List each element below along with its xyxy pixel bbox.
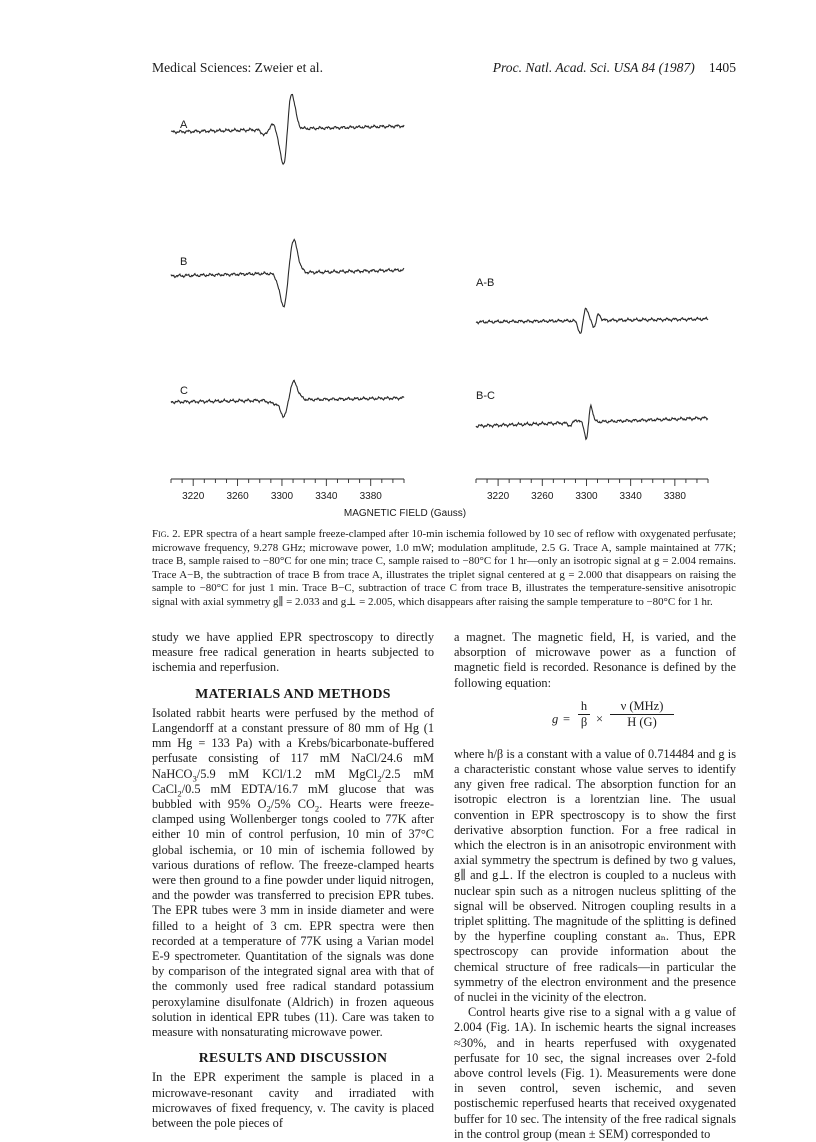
header-journal: Proc. Natl. Acad. Sci. USA 84 (1987) [492,60,695,75]
trace-label-a: A [180,119,188,131]
eq-equals: = [563,711,571,726]
right-tick-label: 3380 [663,491,686,502]
subscript-2-o: 2 [266,803,271,814]
left-tick-label: 3380 [359,491,382,502]
header-page-number: 1405 [708,60,736,75]
results-paragraph: In the EPR experiment the sample is placed in a microwave-resonant cavity and irradiated with microwaves of fixed frequency, ν. The cavity is placed between the pole pieces of [152,1070,434,1131]
trace-label-a-b: A-B [476,277,495,289]
left-column [152,630,434,1131]
caption-figure-number: Fig. 2. [152,528,181,540]
trace-c-spectrum [171,380,404,417]
header-journal-page [493,60,736,76]
trace-b-spectrum [171,240,404,307]
resonance-equation [454,695,736,743]
right-tick-label: 3220 [486,491,510,502]
trace-label-b: B [180,256,188,268]
trace-label-c: C [180,385,188,397]
g-value-paragraph: where h/β is a constant with a value of 0.714484 and g is a characteristic constant whose value serves to identify any given free radical. The absorption function for an isotropic electron is a lorentzian line. The usual convention in EPR spectroscopy is to show the first derivative absorption function. For a free radical in which the electron is in an anisotropic environment with axial symmetry the spectrum is defined by two g values, g∥ and g⊥. If the electron is coupled to a nucleus with nuclear spin such as a nitrogen nucleus splitting of the signal will be observed. Nitrogen coupling results in a triplet splitting. The magnitude of the splitting is defined by the hyperfine coupling constant aₙ. Thus, EPR spectroscopy can provide information about the chemical structure of free radicals—in particular the symmetry of the electron environment and the presence of nuclei in the vicinity of the electron. [454,746,736,1005]
left-tick-label: 3220 [182,491,205,502]
right-tick-label: 3340 [619,491,642,502]
methods-text-3: /2.5 mM CaCl [152,766,434,796]
methods-text-4: /0.5 mM EDTA/16.7 mM glucose that was bubbled with 95% O [152,781,434,812]
epr-spectra-figure [150,84,740,520]
running-header [152,60,736,80]
eq-g-symbol: g [552,711,559,726]
right-tick-label: 3300 [575,491,598,502]
x-axis-label: MAGNETIC FIELD (Gauss) [343,508,467,519]
trace-label-b-c: B-C [476,390,495,402]
header-section-authors: Medical Sciences: Zweier et al. [152,60,323,75]
intro-paragraph-end: study we have applied EPR spectroscopy to directly measure free radical generation in hearts subjected to ischemia and reperfusion. [152,630,434,675]
subscript-2-ca: 2 [177,788,182,799]
trace-a-b-spectrum [476,308,708,333]
control-hearts-paragraph: Control hearts give rise to a signal with a g value of 2.004 (Fig. 1A). In ischemic hearts the signal increases ≈30%, and in hearts reperfused with oxygenated perfusate for 10 sec, the signal increases over 2-fold above control levels (Fig. 1). Measurements were done in seven control, seven ischemic, and seven postischemic reperfused hearts that received oxygenated buffer for 10 sec. The intensity of the free radical signals in the control group (mean ± SEM) corresponded to [454,1005,736,1141]
eq-nu-over-h [610,699,674,730]
caption-text: EPR spectra of a heart sample freeze-clamped after 10-min ischemia followed by 10 sec of reflow with oxygenated perfusate; microwave frequency, 9.278 GHz; microwave power, 1.0 mW; modulation amplitude, 2.5 G. Trace A, sample maintained at 77K; trace B, sample raised to −80°C for one min; trace C, sample raised to −80°C for 1 hr—only an isotropic signal at g = 2.004 remains. Trace A−B, the subtraction of trace B from trace A, illustrates the triplet signal centered at g = 2.000 that disappears on raising the sample to −80°C for just 1 min. Trace B−C, subtraction of trace C from trace B, illustrates the temperature-sensitive anisotropic signal with axial symmetry g∥ = 2.033 and g⊥ = 2.005, which disappears after raising the sample temperature to −80°C for 1 hr. [152,528,736,608]
methods-text-1: Isolated rabbit hearts were perfused by the method of Langendorff at a constant pressure of 80 mm of Hg (1 mm Hg = 133 Pa) with a Krebs/bicarbonate-buffered perfusate consisting of 117 mM NaCl/24.6 mM NaHCO [152,705,434,781]
subscript-3: 3 [192,773,197,784]
methods-text-5: /5% CO [270,797,315,812]
left-tick-label: 3300 [270,491,294,502]
methods-paragraph [152,706,434,1040]
methods-text-6: . Hearts were freeze-clamped using Wollenberger tongs cooled to 77K after either 10 min of control perfusion, 10 min of 37°C global ischemia, or 10 min of ischemia followed by various durations of reflow. The freeze-clamped hearts were then ground to a fine powder under liquid nitrogen, and the powder was transferred to precision EPR tubes. The EPR tubes were 3 mm in inside diameter and were filled to a height of 3 cm. EPR spectra were then recorded at a temperature of 77K using a Varian model E-9 spectrometer. Quantitation of the signals was done by comparison of the integrated signal area with that of the commonly used free radical standard potassium peroxylamine disulfonate (Aldrich) in frozen aqueous solution in identical EPR tubes (11). Care was taken to measure with nonsaturating microwave power. [152,797,434,1040]
right-tick-label: 3260 [531,491,554,502]
subscript-2-mg: 2 [377,773,382,784]
trace-a-spectrum [171,95,404,165]
figure-caption [152,528,736,610]
methods-text-2: /5.9 mM KCl/1.2 mM MgCl [196,766,378,781]
trace-b-c-spectrum [476,405,708,439]
eq-h: h [578,699,590,715]
heading-results-discussion: RESULTS AND DISCUSSION [198,1050,388,1066]
heading-materials-methods: MATERIALS AND METHODS [195,685,391,701]
left-tick-label: 3340 [315,491,338,502]
eq-h-over-beta [578,699,590,730]
left-tick-label: 3260 [226,491,249,502]
magnet-paragraph: a magnet. The magnetic field, H, is varied, and the absorption of microwave power as a function of magnetic field is recorded. Resonance is defined by the following equation: [454,630,736,690]
eq-nu: ν (MHz) [610,699,674,715]
eq-field: H (G) [627,715,657,730]
right-column [454,630,736,1142]
subscript-2-co: 2 [314,803,320,814]
eq-beta: β [580,715,588,730]
eq-times: × [596,711,604,726]
